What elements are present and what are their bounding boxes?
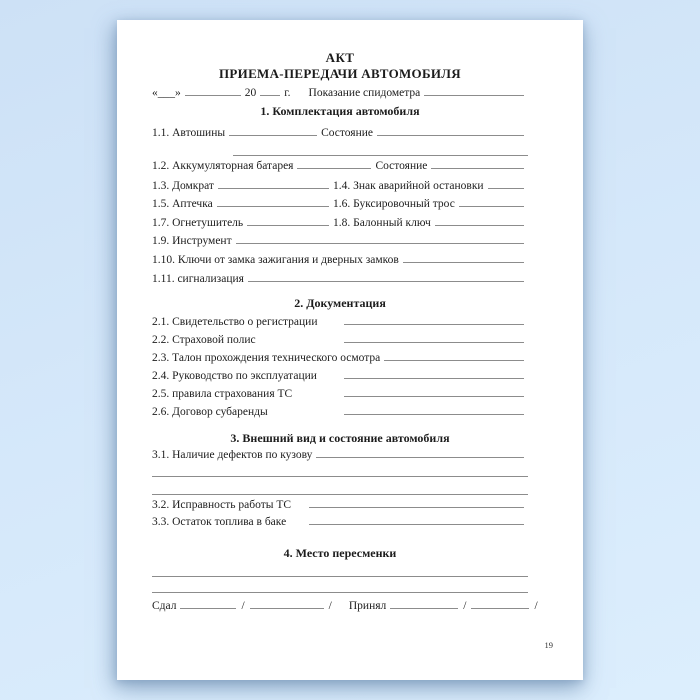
item-2-4-blank <box>344 366 524 379</box>
item-1-5-blank <box>217 194 329 207</box>
item-2-2-label: 2.2. Страховой полис <box>152 334 256 346</box>
item-1-5-label: 1.5. Аптечка <box>152 198 213 210</box>
row-2-3 <box>152 348 528 364</box>
item-1-9-label: 1.9. Инструмент <box>152 235 232 247</box>
doc-title-line1: АКТ <box>325 50 355 65</box>
item-2-5-label: 2.5. правила страхования ТС <box>152 388 293 400</box>
handed-name-blank <box>250 596 324 609</box>
item-1-10-blank <box>403 250 524 263</box>
item-1-4-blank <box>488 176 524 189</box>
page-number: 19 <box>544 640 553 650</box>
slash-4: / <box>534 600 538 612</box>
handed-over-label: Сдал <box>152 600 177 612</box>
row-2-4 <box>152 366 528 382</box>
row-1-7-1-8 <box>152 213 528 229</box>
accepted-name-blank <box>471 596 529 609</box>
item-2-3-label: 2.3. Талон прохождения технического осмотра <box>152 352 381 364</box>
item-1-11-label: 1.11. сигнализация <box>152 273 244 285</box>
item-3-1-extra-line-1 <box>152 476 528 477</box>
doc-title-line2: ПРИЕМА-ПЕРЕДАЧИ АВТОМОБИЛЯ <box>219 66 461 81</box>
slash-2: / <box>328 600 332 612</box>
date-year-suffix: г. <box>284 87 291 99</box>
item-2-1-blank <box>344 312 524 325</box>
condition-2-blank <box>431 156 524 169</box>
row-1-5-1-6 <box>152 194 528 210</box>
row-1-1 <box>152 123 528 139</box>
section3-heading: 3. Внешний вид и состояние автомобиля <box>230 431 450 445</box>
item-2-1-label: 2.1. Свидетельство о регистрации <box>152 316 318 328</box>
row-2-2 <box>152 330 528 346</box>
item-2-6-blank <box>344 402 524 415</box>
row-3-1 <box>152 445 528 461</box>
condition-label-2: Состояние <box>375 160 428 172</box>
date-year-blank <box>260 83 280 96</box>
accepted-label: Принял <box>348 600 387 612</box>
row-1-3-1-4 <box>152 176 528 192</box>
item-2-4-label: 2.4. Руководство по эксплуатации <box>152 370 317 382</box>
item-1-8-blank <box>435 213 524 226</box>
item-2-6-label: 2.6. Договор субаренды <box>152 406 268 418</box>
date-day-quotes: «___» <box>152 87 181 99</box>
section2-heading: 2. Документация <box>294 296 386 310</box>
item-1-2-blank <box>297 156 371 169</box>
row-1-10 <box>152 250 528 266</box>
item-1-6-label: 1.6. Буксировочный трос <box>333 198 455 210</box>
item-2-5-blank <box>344 384 524 397</box>
item-1-8-label: 1.8. Балонный ключ <box>333 217 431 229</box>
row-1-2 <box>152 156 528 172</box>
item-3-3-blank <box>309 512 524 525</box>
date-odometer-row <box>152 83 528 99</box>
item-1-1-label: 1.1. Автошины <box>152 127 226 139</box>
slash-3: / <box>463 600 467 612</box>
document-page <box>117 20 583 680</box>
item-3-1-label: 3.1. Наличие дефектов по кузову <box>152 449 313 461</box>
date-month-blank <box>185 83 241 96</box>
item-3-3-label: 3.3. Остаток топлива в баке <box>152 516 287 528</box>
date-year-prefix: 20 <box>244 87 257 99</box>
accepted-signature-blank <box>390 596 458 609</box>
row-2-5 <box>152 384 528 400</box>
row-3-3 <box>152 512 528 528</box>
item-1-9-blank <box>236 231 524 244</box>
handed-signature-blank <box>180 596 236 609</box>
slash-1: / <box>241 600 245 612</box>
item-3-2-blank <box>309 495 524 508</box>
item-1-7-blank <box>247 213 329 226</box>
section4-line-2 <box>152 592 528 593</box>
section1-heading: 1. Комплектация автомобиля <box>260 104 420 118</box>
item-1-10-label: 1.10. Ключи от замка зажигания и дверных замков <box>152 254 399 266</box>
item-1-6-blank <box>459 194 524 207</box>
item-2-2-blank <box>344 330 524 343</box>
item-1-7-label: 1.7. Огнетушитель <box>152 217 244 229</box>
odometer-label: Показание спидометра <box>308 87 421 99</box>
item-1-4-label: 1.4. Знак аварийной остановки <box>333 180 484 192</box>
item-1-3-blank <box>218 176 329 189</box>
item-1-2-label: 1.2. Аккумуляторная батарея <box>152 160 294 172</box>
row-2-6 <box>152 402 528 418</box>
item-1-3-label: 1.3. Домкрат <box>152 180 214 192</box>
row-1-9 <box>152 231 528 247</box>
item-3-2-label: 3.2. Исправность работы ТС <box>152 499 292 511</box>
item-2-3-blank <box>384 348 524 361</box>
condition-label-1: Состояние <box>321 127 374 139</box>
section4-line-1 <box>152 576 528 577</box>
row-2-1 <box>152 312 528 328</box>
row-1-11 <box>152 269 528 285</box>
signature-row <box>152 596 538 612</box>
row-3-2 <box>152 495 528 511</box>
item-1-11-blank <box>248 269 524 282</box>
odometer-blank <box>424 83 524 96</box>
condition-1-blank <box>377 123 524 136</box>
section4-heading: 4. Место пересменки <box>283 546 397 560</box>
item-3-1-blank <box>316 445 524 458</box>
item-1-1-blank <box>229 123 317 136</box>
